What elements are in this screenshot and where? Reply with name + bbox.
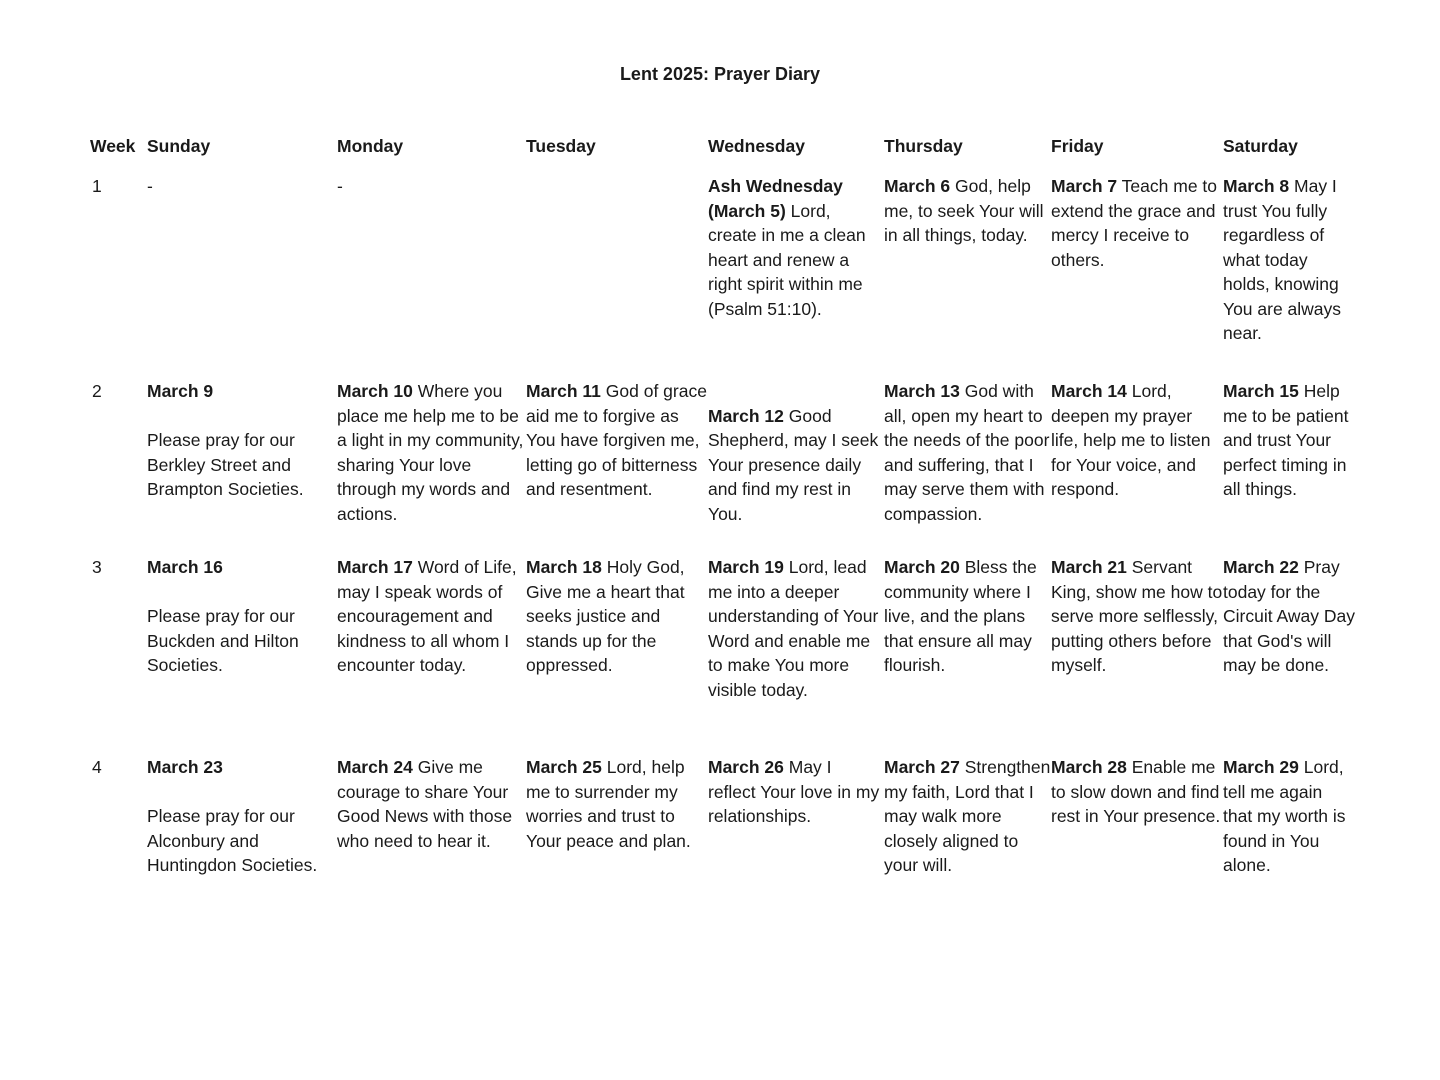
cell-friday	[1051, 755, 1223, 878]
cell-thursday	[884, 174, 1051, 379]
cell-monday	[337, 755, 526, 878]
header-sunday: Sunday	[147, 136, 211, 156]
cell-friday	[1051, 174, 1223, 379]
cell-tuesday	[526, 379, 708, 555]
entry-text: Lord, help me to surrender my worries and trust to Your peace and plan.	[526, 757, 691, 851]
entry-text: Bless the community where I live, and the plans that ensure all may flourish.	[884, 557, 1037, 675]
entry-text: -	[147, 176, 153, 196]
entry-date: March 28	[1051, 757, 1127, 777]
cell-wednesday	[708, 379, 884, 555]
cell-thursday	[884, 755, 1051, 878]
entry-date: March 17	[337, 557, 413, 577]
week-number: 2	[92, 381, 102, 401]
entry-text: God of grace aid me to forgive as You have forgiven me, letting go of bitterness and resentment.	[526, 381, 707, 499]
entry-date: March 7	[1051, 176, 1118, 196]
cell-tuesday	[526, 755, 708, 878]
entry-date: March 15	[1223, 381, 1299, 401]
entry-date: March 14	[1051, 381, 1127, 401]
entry-date: March 25	[526, 757, 602, 777]
week-number: 3	[92, 557, 102, 577]
week-row-2	[90, 379, 1355, 555]
entry-date: March 12	[708, 405, 784, 426]
entry-date: March 13	[884, 381, 960, 401]
week-row-3	[90, 555, 1355, 755]
cell-wednesday	[708, 755, 884, 878]
entry-text: Servant King, show me how to serve more selflessly, putting others before myself.	[1051, 557, 1223, 675]
entry-text: Teach me to extend the grace and mercy I receive to others.	[1051, 176, 1218, 270]
entry-text: Lord, lead me into a deeper understanding of Your Word and enable me to make You more visible today.	[708, 557, 879, 700]
header-friday: Friday	[1051, 136, 1104, 156]
cell-saturday	[1223, 555, 1355, 755]
entry-text: May I reflect Your love in my relationships.	[708, 757, 880, 826]
week-row-4	[90, 755, 1355, 878]
entry-date: March 22	[1223, 557, 1299, 577]
cell-friday	[1051, 379, 1223, 555]
week-row-1	[90, 174, 1355, 379]
entry-date: Ash Wednesday (March 5)	[708, 176, 843, 221]
cell-saturday	[1223, 755, 1355, 878]
entry-text: -	[337, 176, 343, 196]
cell-sunday	[147, 555, 337, 755]
header-monday: Monday	[337, 136, 404, 156]
entry-text: Enable me to slow down and find rest in Your presence.	[1051, 757, 1221, 826]
cell-thursday	[884, 379, 1051, 555]
header-row	[90, 134, 1355, 174]
entry-text: May I trust You fully regardless of what today holds, knowing You are always near.	[1223, 176, 1342, 343]
entry-date: March 24	[337, 757, 413, 777]
entry-date: March 26	[708, 757, 784, 777]
week-number: 1	[92, 176, 102, 196]
entry-text: Please pray for our Alconbury and Huntingdon Societies.	[147, 806, 318, 875]
cell-wednesday	[708, 555, 884, 755]
entry-text: Lord, create in me a clean heart and renew a right spirit within me (Psalm 51:10).	[708, 200, 866, 319]
cell-saturday	[1223, 174, 1355, 379]
entry-text: Give me courage to share Your Good News with those who need to hear it.	[337, 757, 513, 851]
cell-monday	[337, 555, 526, 755]
header-wednesday: Wednesday	[708, 136, 805, 156]
page-title: Lent 2025: Prayer Diary	[619, 64, 821, 84]
entry-text: Good Shepherd, may I seek Your presence daily and find my rest in You.	[708, 405, 879, 524]
header-saturday: Saturday	[1223, 136, 1298, 156]
header-thursday: Thursday	[884, 136, 963, 156]
entry-date: March 23	[147, 757, 223, 777]
entry-text: Word of Life, may I speak words of encouragement and kindness to all whom I encounter today.	[337, 557, 517, 675]
cell-thursday	[884, 555, 1051, 755]
entry-text: Please pray for our Berkley Street and Brampton Societies.	[147, 430, 304, 499]
entry-date: March 18	[526, 557, 602, 577]
week-number: 4	[92, 757, 102, 777]
entry-date: March 10	[337, 381, 413, 401]
cell-sunday	[147, 379, 337, 555]
cell-sunday	[147, 174, 337, 379]
entry-text: Strengthen my faith, Lord that I may walk more closely aligned to your will.	[884, 757, 1051, 875]
entry-text: Pray today for the Circuit Away Day that God's will may be done.	[1223, 557, 1355, 675]
entry-date: March 6	[884, 176, 951, 196]
entry-date: March 16	[147, 557, 223, 577]
cell-friday	[1051, 555, 1223, 755]
cell-monday	[337, 379, 526, 555]
header-tuesday: Tuesday	[526, 136, 596, 156]
prayer-diary-table	[90, 134, 1355, 878]
header-week: Week	[90, 136, 136, 156]
entry-date: March 29	[1223, 757, 1299, 777]
entry-text: Please pray for our Buckden and Hilton Societies.	[147, 606, 299, 675]
entry-date: March 9	[147, 381, 214, 401]
entry-text: God with all, open my heart to the needs of the poor and suffering, that I may serve them with compassion.	[884, 381, 1050, 524]
cell-wednesday	[708, 174, 884, 379]
cell-tuesday	[526, 174, 708, 379]
entry-date: March 27	[884, 757, 960, 777]
entry-text: Help me to be patient and trust Your perfect timing in all things.	[1223, 381, 1349, 499]
entry-text: Where you place me help me to be a light in my community, sharing Your love through my words and actions.	[337, 381, 524, 524]
entry-text: Holy God, Give me a heart that seeks justice and stands up for the oppressed.	[526, 557, 685, 675]
cell-sunday	[147, 755, 337, 878]
cell-tuesday	[526, 555, 708, 755]
entry-text: Lord, deepen my prayer life, help me to listen for Your voice, and respond.	[1051, 381, 1211, 499]
entry-date: March 19	[708, 557, 784, 577]
entry-text: God, help me, to seek Your will in all things, today.	[884, 176, 1044, 245]
entry-date: March 20	[884, 557, 960, 577]
entry-date: March 11	[526, 381, 601, 401]
entry-text: Lord, tell me again that my worth is found in You alone.	[1223, 757, 1346, 875]
entry-date: March 8	[1223, 176, 1290, 196]
cell-monday	[337, 174, 526, 379]
cell-saturday	[1223, 379, 1355, 555]
entry-date: March 21	[1051, 557, 1127, 577]
